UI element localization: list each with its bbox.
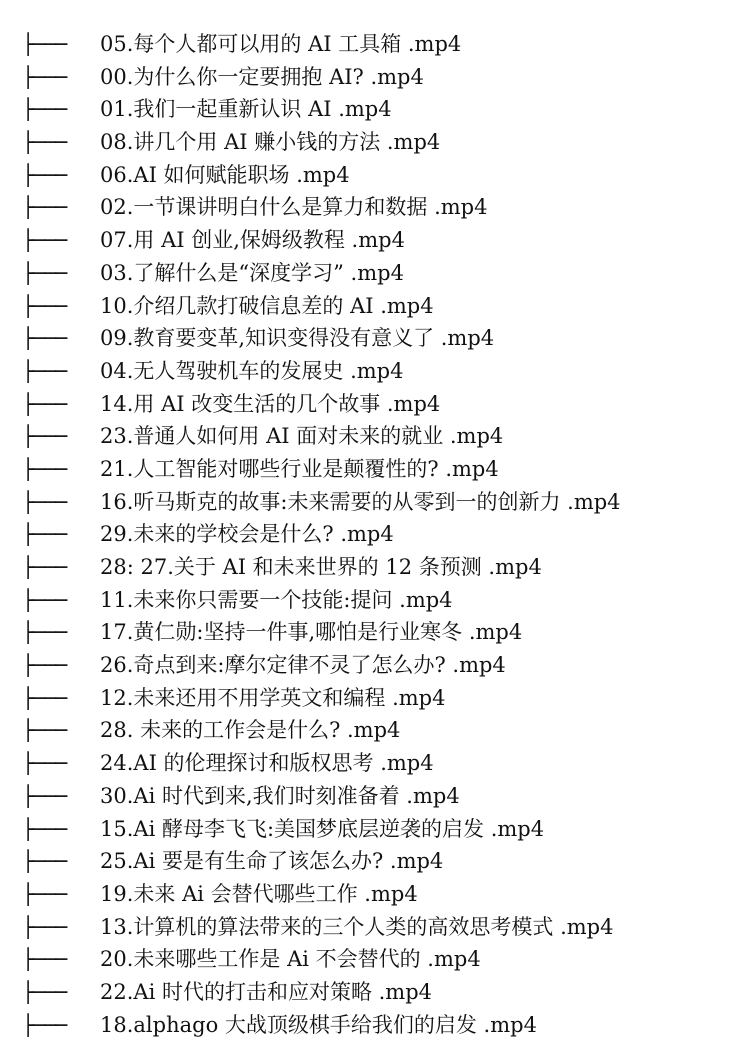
file-name: 09.教育要变革,知识变得没有意义了 .mp4	[100, 326, 495, 351]
file-entry	[22, 93, 742, 126]
file-name: 03.了解什么是“深度学习” .mp4	[100, 260, 404, 285]
file-entry	[22, 976, 742, 1009]
file-entry	[22, 813, 742, 846]
file-name: 06.AI 如何赋能职场 .mp4	[100, 162, 350, 187]
file-name: 22.Ai 时代的打击和应对策略 .mp4	[100, 979, 433, 1004]
file-entry	[22, 911, 742, 944]
file-name: 20.未来哪些工作是 Ai 不会替代的 .mp4	[100, 947, 481, 972]
file-entry	[22, 551, 742, 584]
file-name: 25.Ai 要是有生命了该怎么办? .mp4	[100, 849, 444, 874]
file-entry	[22, 943, 742, 976]
file-entry	[22, 878, 742, 911]
file-entry	[22, 388, 742, 421]
file-entry	[22, 453, 742, 486]
tree-branch-glyph: ├───	[22, 326, 67, 351]
file-name: 21.人工智能对哪些行业是颠覆性的? .mp4	[100, 456, 499, 481]
file-name: 07.用 AI 创业,保姆级教程 .mp4	[100, 228, 405, 253]
tree-branch-glyph: ├───	[22, 391, 67, 416]
file-name: 08.讲几个用 AI 赚小钱的方法 .mp4	[100, 130, 441, 155]
tree-branch-glyph: ├───	[22, 849, 67, 874]
file-name: 00.为什么你一定要拥抱 AI? .mp4	[100, 64, 424, 89]
tree-branch-glyph: ├───	[22, 653, 67, 678]
tree-branch-glyph: ├───	[22, 816, 67, 841]
tree-branch-glyph: ├───	[22, 620, 67, 645]
tree-branch-glyph: ├───	[22, 489, 67, 514]
tree-branch-glyph: ├───	[22, 32, 67, 56]
tree-branch-glyph: ├───	[22, 293, 67, 318]
file-entry	[22, 486, 742, 519]
file-entry	[22, 682, 742, 715]
file-name: 18.alphago 大战顶级棋手给我们的启发 .mp4	[100, 1012, 537, 1037]
tree-branch-glyph: ├───	[22, 522, 67, 547]
file-name: 14.用 AI 改变生活的几个故事 .mp4	[100, 391, 441, 416]
file-name: 26.奇点到来:摩尔定律不灵了怎么办? .mp4	[100, 653, 506, 678]
file-name: 28. 未来的工作会是什么? .mp4	[100, 718, 401, 743]
file-name: 28: 27.关于 AI 和未来世界的 12 条预测 .mp4	[100, 555, 542, 579]
tree-branch-glyph: ├───	[22, 751, 67, 776]
file-name: 23.普通人如何用 AI 面对未来的就业 .mp4	[100, 424, 504, 449]
tree-branch-glyph: ├───	[22, 1012, 67, 1037]
file-entry	[22, 159, 742, 192]
tree-branch-glyph: ├───	[22, 555, 67, 579]
file-entry	[22, 845, 742, 878]
tree-branch-glyph: ├───	[22, 685, 67, 710]
file-name: 13.计算机的算法带来的三个人类的高效思考模式 .mp4	[100, 914, 614, 939]
file-entry	[22, 61, 742, 94]
file-entry	[22, 420, 742, 453]
tree-branch-glyph: ├───	[22, 97, 67, 122]
file-name: 01.我们一起重新认识 AI .mp4	[100, 97, 392, 122]
file-entry	[22, 649, 742, 682]
file-entry	[22, 126, 742, 159]
file-name: 02.一节课讲明白什么是算力和数据 .mp4	[100, 195, 488, 220]
file-name: 10.介绍几款打破信息差的 AI .mp4	[100, 293, 434, 318]
tree-branch-glyph: ├───	[22, 979, 67, 1004]
tree-branch-glyph: ├───	[22, 881, 67, 906]
file-name: 24.AI 的伦理探讨和版权思考 .mp4	[100, 751, 434, 776]
file-name: 12.未来还用不用学英文和编程 .mp4	[100, 685, 446, 710]
file-name: 19.未来 Ai 会替代哪些工作 .mp4	[100, 881, 418, 906]
file-entry	[22, 584, 742, 617]
file-entry	[22, 322, 742, 355]
file-name: 05.每个人都可以用的 AI 工具箱 .mp4	[100, 32, 462, 56]
tree-branch-glyph: ├───	[22, 914, 67, 939]
file-name: 30.Ai 时代到来,我们时刻准备着 .mp4	[100, 783, 460, 808]
file-entry	[22, 714, 742, 747]
tree-branch-glyph: ├───	[22, 195, 67, 220]
file-entry	[22, 257, 742, 290]
file-name: 15.Ai 酵母李飞飞:美国梦底层逆袭的启发 .mp4	[100, 816, 545, 841]
tree-branch-glyph: ├───	[22, 718, 67, 743]
file-name: 04.无人驾驶机车的发展史 .mp4	[100, 358, 404, 383]
file-entry	[22, 355, 742, 388]
file-name: 11.未来你只需要一个技能:提问 .mp4	[100, 587, 453, 612]
file-entry	[22, 290, 742, 323]
file-tree-listing	[22, 28, 742, 1041]
tree-branch-glyph: ├───	[22, 587, 67, 612]
tree-branch-glyph: ├───	[22, 260, 67, 285]
tree-branch-glyph: ├───	[22, 456, 67, 481]
file-name: 17.黄仁勋:坚持一件事,哪怕是行业寒冬 .mp4	[100, 620, 523, 645]
tree-branch-glyph: ├───	[22, 162, 67, 187]
file-entry	[22, 616, 742, 649]
file-entry	[22, 28, 742, 61]
file-entry	[22, 780, 742, 813]
file-name: 16.听马斯克的故事:未来需要的从零到一的创新力 .mp4	[100, 489, 621, 514]
file-entry	[22, 1009, 742, 1042]
file-entry	[22, 518, 742, 551]
tree-branch-glyph: ├───	[22, 228, 67, 253]
tree-branch-glyph: ├───	[22, 358, 67, 383]
file-entry	[22, 224, 742, 257]
file-name: 29.未来的学校会是什么? .mp4	[100, 522, 394, 547]
tree-branch-glyph: ├───	[22, 947, 67, 972]
tree-branch-glyph: ├───	[22, 64, 67, 89]
tree-branch-glyph: ├───	[22, 424, 67, 449]
tree-branch-glyph: ├───	[22, 783, 67, 808]
tree-branch-glyph: ├───	[22, 130, 67, 155]
file-entry	[22, 747, 742, 780]
file-entry	[22, 191, 742, 224]
